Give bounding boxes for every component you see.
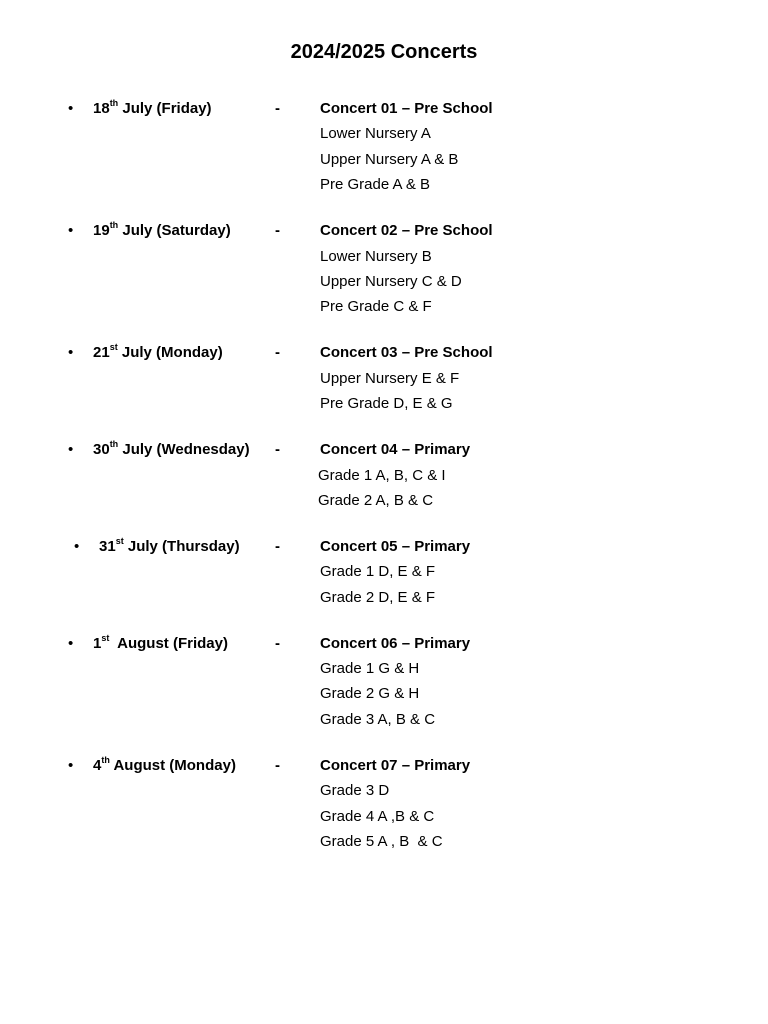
concert-title: Concert 02 – Pre School — [320, 222, 493, 240]
concert-details — [320, 440, 768, 511]
date-rest: July (Monday) — [117, 344, 223, 362]
date-day: 21 — [93, 344, 110, 362]
concert-date — [99, 537, 240, 557]
date-suffix: th — [101, 754, 110, 765]
concert-title: Concert 06 – Primary — [320, 634, 471, 652]
concert-title: Concert 07 – Primary — [320, 756, 471, 774]
class-group: Grade 3 A, B & C — [320, 710, 436, 728]
concert-entry — [0, 537, 768, 608]
class-group: Upper Nursery E & F — [320, 369, 460, 387]
class-group: Upper Nursery A & B — [320, 150, 459, 168]
class-group: Pre Grade C & F — [320, 298, 432, 316]
date-suffix: th — [109, 98, 119, 108]
separator-dash: - — [275, 222, 280, 240]
date-day: 19 — [93, 222, 110, 240]
concert-title: Concert 03 – Pre School — [320, 344, 493, 362]
concert-entry — [0, 634, 768, 730]
concert-date — [93, 99, 212, 119]
concert-date — [93, 756, 236, 776]
class-group: Lower Nursery A — [320, 125, 431, 143]
bullet-icon: • — [68, 441, 74, 459]
class-group: Grade 5 A , B & C — [320, 833, 443, 851]
separator-dash: - — [275, 537, 280, 555]
date-day: 4 — [93, 756, 102, 774]
concert-details — [320, 99, 768, 195]
class-group: Grade 2 A, B & C — [318, 491, 434, 509]
separator-dash: - — [275, 100, 280, 117]
concert-details — [320, 634, 768, 730]
date-rest: July (Wednesday) — [118, 441, 250, 459]
concert-details — [320, 537, 768, 608]
concert-title: Concert 04 – Primary — [320, 441, 471, 459]
page-title: 2024/2025 Concerts — [290, 41, 478, 63]
class-group: Upper Nursery C & D — [320, 272, 462, 290]
separator-dash: - — [275, 756, 280, 774]
date-suffix: st — [109, 342, 118, 353]
concert-title: Concert 05 – Primary — [320, 537, 471, 555]
concert-details — [320, 343, 768, 414]
class-group: Lower Nursery B — [320, 247, 432, 265]
date-day: 18 — [93, 100, 110, 117]
bullet-icon: • — [68, 100, 74, 117]
separator-dash: - — [275, 441, 280, 459]
concert-entry — [0, 343, 768, 414]
concert-entry — [0, 756, 768, 852]
concert-date — [93, 634, 228, 654]
date-day: 1 — [93, 634, 102, 652]
concert-details — [320, 756, 768, 852]
concert-date — [93, 440, 250, 460]
concert-entry — [0, 221, 768, 317]
concert-title: Concert 01 – Pre School — [320, 100, 493, 117]
date-rest: August (Friday) — [109, 634, 228, 652]
class-group: Grade 1 D, E & F — [320, 563, 436, 581]
class-group: Grade 3 D — [320, 782, 390, 800]
date-rest: July (Thursday) — [123, 537, 240, 555]
concert-date — [93, 343, 223, 363]
class-group: Pre Grade A & B — [320, 176, 431, 194]
date-rest: July (Saturday) — [118, 222, 231, 240]
date-rest: August (Monday) — [109, 756, 236, 774]
separator-dash: - — [275, 344, 280, 362]
concert-entry — [0, 440, 768, 511]
class-group: Grade 1 G & H — [320, 660, 420, 678]
class-group: Grade 2 D, E & F — [320, 588, 436, 606]
bullet-icon: • — [68, 222, 74, 240]
concert-list — [0, 99, 768, 878]
bullet-icon: • — [68, 634, 74, 652]
separator-dash: - — [275, 634, 280, 652]
concert-entry — [0, 99, 768, 195]
bullet-icon: • — [68, 344, 74, 362]
class-group: Pre Grade D, E & G — [320, 395, 453, 413]
date-suffix: th — [109, 220, 119, 231]
date-suffix: th — [109, 439, 119, 450]
class-group: Grade 2 G & H — [320, 685, 420, 703]
bullet-icon: • — [68, 756, 74, 774]
date-day: 30 — [93, 441, 110, 459]
class-group: Grade 1 A, B, C & I — [318, 466, 446, 484]
concert-details — [320, 221, 768, 317]
bullet-icon: • — [74, 537, 80, 555]
date-day: 31 — [99, 537, 116, 555]
date-suffix: st — [115, 535, 124, 546]
class-group: Grade 4 A ,B & C — [320, 807, 435, 825]
date-suffix: st — [101, 632, 110, 643]
concert-date — [93, 221, 231, 241]
date-rest: July (Friday) — [118, 100, 212, 117]
